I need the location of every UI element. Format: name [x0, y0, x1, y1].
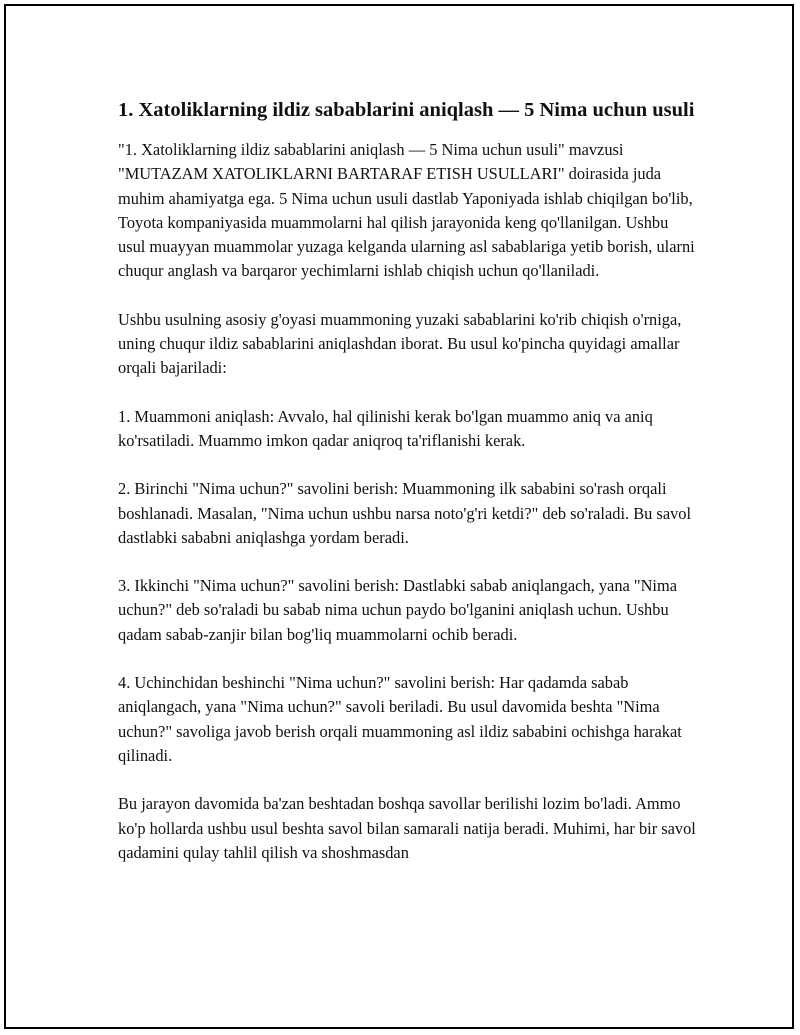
- document-title: 1. Xatoliklarning ildiz sabablarini aniqlash — 5 Nima uchun usuli: [118, 99, 695, 121]
- paragraph-main-idea: Ushbu usulning asosiy g'oyasi muammoning yuzaki sabablarini ko'rib chiqish o'rniga, uning chuqur ildiz sabablarini aniqlashdan iborat. Bu usul ko'pincha quyidagi amallar orqali bajariladi:: [118, 309, 682, 378]
- paragraph-step-3: 3. Ikkinchi "Nima uchun?" savolini berish: Dastlabki sabab aniqlangach, yana "Nima uchun?" deb so'raladi bu sabab nima uchun paydo bo'lganini aniqlash uchun. Ushbu qadam sabab-zanjir bilan bog'liq muammolarni ochib beradi.: [118, 576, 677, 644]
- paragraph-conclusion: Bu jarayon davomida ba'zan beshtadan boshqa savollar berilishi lozim bo'ladi. Ammo ko'p hollarda ushbu usul beshta savol bilan samarali natija beradi. Muhimi, har bir savol qadamini qulay tahlil qilish va shoshmasdan: [118, 794, 696, 862]
- paragraph-step-4: 4. Uchinchidan beshinchi "Nima uchun?" savolini berish: Har qadamda sabab aniqlangach, yana "Nima uchun?" savoli beriladi. Bu usul davomida beshta "Nima uchun?" savoliga javob berish orqali muammoning asl ildiz sababini ochishga harakat qilinadi.: [118, 673, 682, 765]
- document-body: [118, 96, 698, 889]
- paragraph-step-2: 2. Birinchi "Nima uchun?" savolini berish: Muammoning ilk sababini so'rash orqali boshlanadi. Masalan, "Nima uchun ushbu narsa noto'g'ri ketdi?" deb so'raladi. Bu savol dastlabki sababni aniqlashga yordam beradi.: [118, 479, 692, 547]
- paragraph-step-1: 1. Muammoni aniqlash: Avvalo, hal qilinishi kerak bo'lgan muammo aniq va aniq ko'rsatiladi. Muammo imkon qadar aniqroq ta'riflanishi kerak.: [118, 406, 653, 450]
- paragraph-intro: "1. Xatoliklarning ildiz sabablarini aniqlash — 5 Nima uchun usuli" mavzusi "MUTAZAM XATOLIKLARNI BARTARAF ETISH USULLARI" doirasida juda muhim ahamiyatga ega. 5 Nima uchun usuli dastlab Yaponiyada ishlab chiqilgan bo'lib, Toyota kompaniyasida muammolarni hal qilish jarayonida keng qo'llanilgan. Ushbu usul muayyan muammolar yuzaga kelganda ularning asl sabablariga yetib borish, ularni chuqur anglash va barqaror yechimlarni ishlab chiqish uchun qo'llaniladi.: [118, 140, 695, 281]
